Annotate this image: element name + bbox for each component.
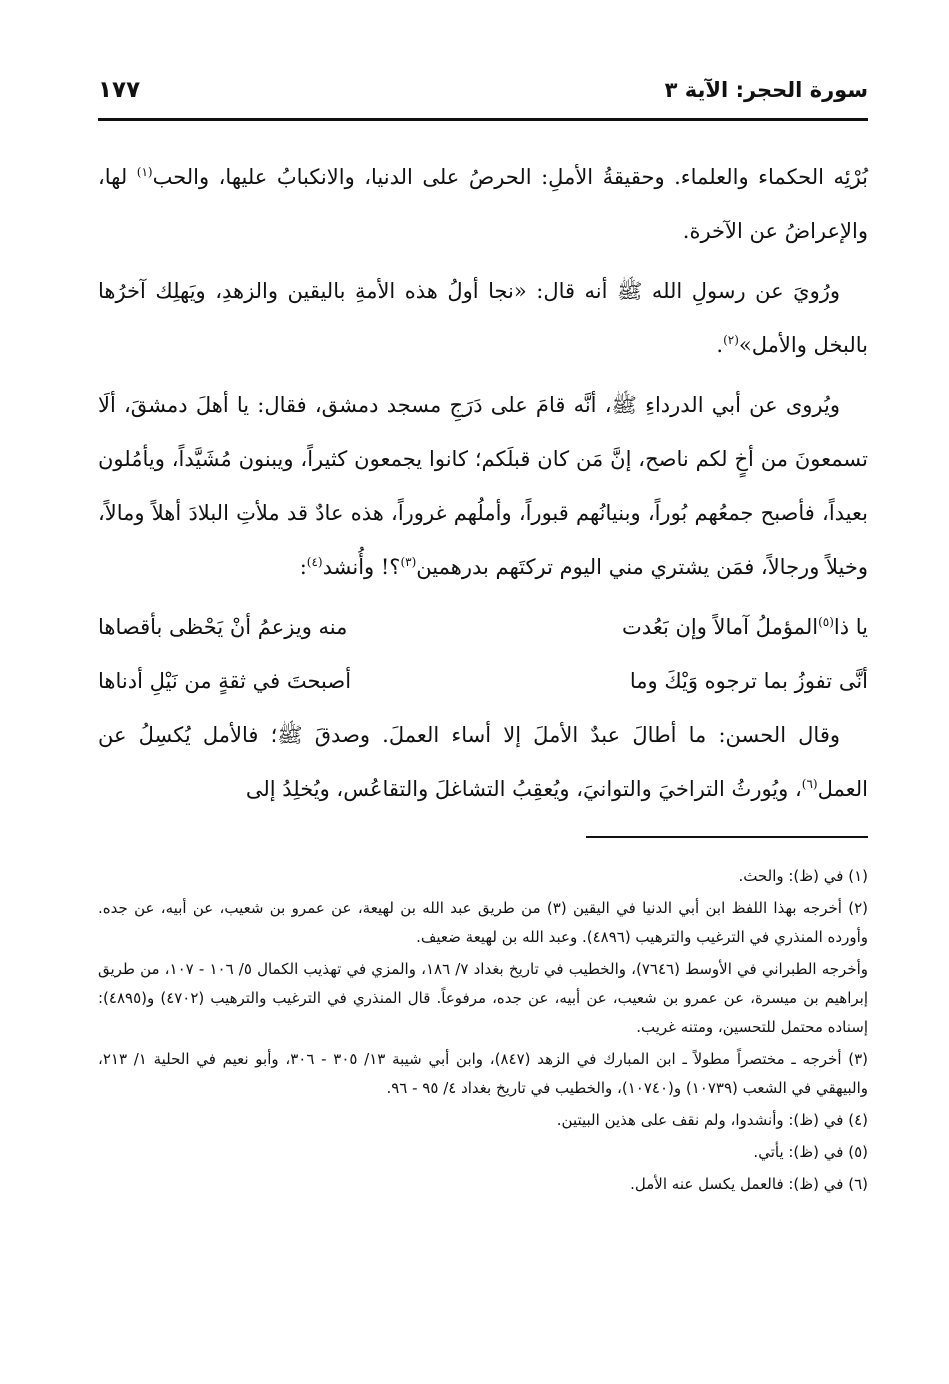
paragraph-1 [98,150,868,258]
paragraph-2 [98,264,868,372]
footnote-6: (٦) في (ظ): فالعمل يكسل عنه الأمل. [630,1175,868,1193]
main-text [98,150,868,822]
paragraph-2-text-a: ورُويَ عن رسولِ الله ﷺ أنه قال: «نجا أولُ هذه الأمةِ باليقين والزهدِ، ويَهلِك آخرُها بالبخل والأمل» [98,279,868,357]
page-number: ١٧٧ [98,77,141,103]
page-header [98,72,868,108]
footnote-ref-6: (٦) [801,777,818,791]
footnote-3: (٣) أخرجه ـ مختصراً مطولاً ـ ابن المبارك في الزهد (٨٤٧)، وابن أبي شيبة ١٣/ ٣٠٥ - ٣٠٦، وأبو نعيم في الحلية ١/ ٢١٣، والبيهقي في الشعب (١٠٧٣٩) و(١٠٧٤٠)، والخطيب في تاريخ بغداد ٤/ ٩٥ - ٩٦. [98,1050,868,1097]
footnote-divider [586,836,868,838]
verse-2-second-hemistich: أصبحتَ في ثقةٍ من نَيْلِ أدناها [98,669,352,693]
footnote-ref-1: (١) [136,165,153,179]
footnote-5: (٥) في (ظ): يأتي. [753,1143,868,1161]
header-divider [98,118,868,121]
paragraph-1-text-a: بُرْئِه الحكماء والعلماء. وحقيقةُ الأملِ: الحرصُ على الدنيا، والانكبابُ عليها، والحب [152,165,868,189]
footnote-ref-4: (٤) [306,555,323,569]
paragraph-2-text-b: . [716,333,724,357]
verse-1-text-a: يا ذا [833,615,868,639]
paragraph-3-text-c: : [299,555,307,579]
verse-line-2 [98,654,868,708]
footnote-ref-3: (٣) [400,555,417,569]
footnote-2: (٢) أخرجه بهذا اللفظ ابن أبي الدنيا في اليقين (٣) من طريق عبد الله بن لهيعة، عن عمرو بن شعيب، عن أبيه، عن جده. وأورده المنذري في الترغيب والترهيب (٤٨٩٦). وعبد الله بن لهيعة ضعيف. [98,899,869,946]
paragraph-3-text-b: ؟! وأُنشد [322,555,401,579]
footnote-ref-2: (٢) [723,333,739,347]
paragraph-3 [98,378,868,594]
verse-1-second-hemistich: منه ويزعمُ أنْ يَحْظى بأقصاها [98,615,348,639]
footnote-ref-5: (٥) [818,615,834,629]
footnote-1: (١) في (ظ): والحث. [738,867,868,885]
footnote-2-continued: وأخرجه الطبراني في الأوسط (٧٦٤٦)، والخطيب في تاريخ بغداد ٧/ ١٨٦، والمزي في تهذيب الكمال ٥/ ١٠٦ - ١٠٧، من طريق إبراهيم بن ميسرة، عن عمرو بن شعيب، عن أبيه، عن جده، مرفوعاً. قال المنذري في الترغيب والترهيب (٤٧٠٢) و(٤٨٩٥): إسناده محتمل للتحسين، ومتنه غريب. [98,960,869,1036]
footnotes [98,862,868,1202]
surah-title: سورة الحجر: الآية ٣ [664,78,868,102]
paragraph-4 [98,708,868,816]
verse-1-first-hemistich [622,600,868,654]
paragraph-4-text-a: وقال الحسن: ما أطالَ عبدٌ الأملَ إلا أساء العملَ. وصدقَ ﷺ؛ فالأمل يُكسِلُ عن العمل [98,723,868,801]
verse-2-first-hemistich: أنَّى تفوزُ بما ترجوه وَيْكَ وما [629,669,868,693]
verse-1-text-b: المؤملُ آمالاً وإن بَعُدت [622,615,819,639]
paragraph-4-text-b: ، ويُورثُ التراخيَ والتوانيَ، ويُعقِبُ التشاغلَ والتقاعُس، ويُخلِدُ إلى [245,777,802,801]
paragraph-1-text-b: لها، والإعراضُ عن الآخرة. [98,165,868,243]
footnote-4: (٤) في (ظ): وأنشدوا، ولم نقف على هذين البيتين. [556,1111,868,1129]
verse-line-1 [98,600,868,654]
paragraph-3-text-a: ويُروى عن أبي الدرداءِ ﷺ، أنَّه قامَ على دَرَجِ مسجد دمشق، فقال: يا أهلَ دمشقَ، ألَا تسمعونَ من أخٍ لكم ناصح، إنَّ مَن كان قبلَكم؛ كانوا يجمعون كثيراً، ويبنون مُشَيَّداً، ويأمُلون بعيداً، فأصبح جمعُهم بُوراً، وبنيانُهم قبوراً، وأملُهم غروراً، هذه عادٌ قد ملأتِ البلادَ أهلاً ومالاً، وخيلاً ورجالاً، فمَن يشتري مني اليوم تركتَهم بدرهمين [98,393,868,579]
